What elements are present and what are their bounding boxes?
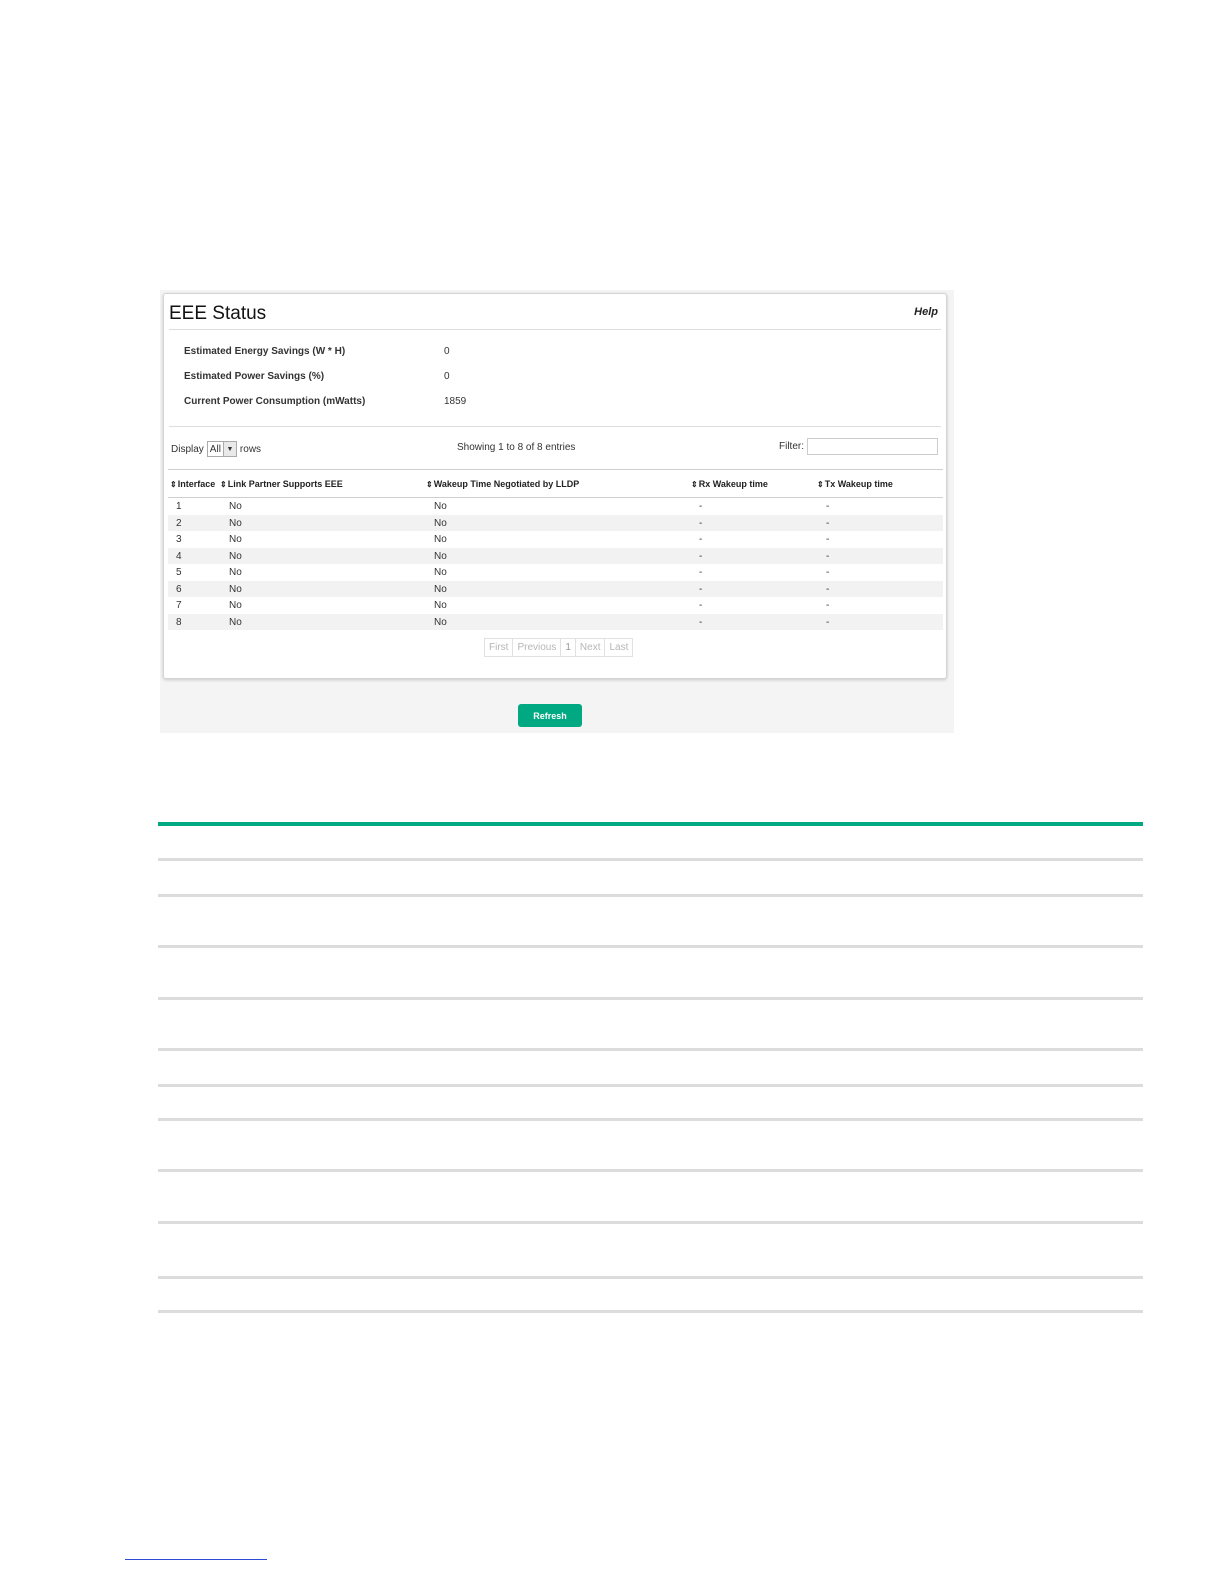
stat-value: 0 <box>444 346 450 357</box>
stat-value: 0 <box>444 371 450 382</box>
pager-page-button[interactable]: 1 <box>561 639 576 656</box>
column-header-rx-wakeup[interactable]: ⇕Rx Wakeup time <box>691 479 768 489</box>
table-row <box>168 548 943 565</box>
cell-interface: 2 <box>176 517 182 529</box>
stats-divider <box>169 426 941 427</box>
cell-interface: 5 <box>176 567 182 578</box>
stat-row-power-consumption <box>184 396 584 421</box>
stat-label: Estimated Power Savings (%) <box>184 371 325 382</box>
sort-icon: ⇕ <box>426 480 433 489</box>
pager-first-button[interactable]: First <box>485 639 513 656</box>
table-rule <box>158 1221 1143 1224</box>
column-header-interface[interactable]: ⇕Interface <box>170 479 216 489</box>
cell-tx-wakeup: - <box>826 517 830 529</box>
table-top-rule <box>158 822 1143 826</box>
pagination <box>484 638 633 657</box>
page-title: EEE Status <box>169 303 267 324</box>
cell-rx-wakeup: - <box>699 534 703 545</box>
filter-input[interactable] <box>807 438 938 455</box>
pager-last-button[interactable]: Last <box>609 642 629 653</box>
display-rows-control <box>171 441 261 457</box>
cell-tx-wakeup: - <box>826 501 830 512</box>
table-row <box>168 515 943 532</box>
table-header <box>168 469 943 498</box>
table-rule <box>158 1118 1143 1121</box>
cell-tx-wakeup: - <box>826 583 830 595</box>
stat-label: Estimated Energy Savings (W * H) <box>184 346 346 357</box>
cell-rx-wakeup: - <box>699 550 703 562</box>
table-row <box>168 614 943 631</box>
eee-status-panel <box>163 293 947 679</box>
cell-interface: 8 <box>176 616 182 628</box>
cell-rx-wakeup: - <box>699 517 703 529</box>
table-row <box>168 498 943 515</box>
cell-wakeup-lldp: No <box>434 567 447 578</box>
cell-interface: 4 <box>176 550 182 562</box>
cell-link-partner: No <box>229 534 242 545</box>
cell-link-partner: No <box>229 616 242 628</box>
cell-wakeup-lldp: No <box>434 517 447 529</box>
column-header-tx-wakeup[interactable]: ⇕Tx Wakeup time <box>817 479 893 489</box>
cell-tx-wakeup: - <box>826 534 830 545</box>
cell-wakeup-lldp: No <box>434 550 447 562</box>
table-rule <box>158 1276 1143 1279</box>
cell-link-partner: No <box>229 550 242 562</box>
table-rule <box>158 1084 1143 1087</box>
stats-list <box>184 346 584 421</box>
cell-link-partner: No <box>229 517 242 529</box>
stat-row-energy-savings <box>184 346 584 371</box>
cell-wakeup-lldp: No <box>434 534 447 545</box>
cell-link-partner: No <box>229 501 242 512</box>
pager-next-button[interactable]: Next <box>576 639 606 656</box>
table-rule <box>158 997 1143 1000</box>
filter-control <box>779 438 938 455</box>
table-rule <box>158 894 1143 897</box>
footer-link-underline[interactable] <box>125 1559 267 1560</box>
cell-wakeup-lldp: No <box>434 600 447 611</box>
pager-previous-button[interactable]: Previous <box>513 639 561 656</box>
title-divider <box>169 329 941 330</box>
filter-label: Filter: <box>779 441 804 452</box>
cell-wakeup-lldp: No <box>434 616 447 628</box>
table-row <box>168 597 943 614</box>
rows-select-value: All <box>209 443 221 455</box>
cell-link-partner: No <box>229 583 242 595</box>
cell-wakeup-lldp: No <box>434 501 447 512</box>
help-link[interactable]: Help <box>914 306 938 318</box>
cell-rx-wakeup: - <box>699 600 703 611</box>
column-header-wakeup-lldp[interactable]: ⇕Wakeup Time Negotiated by LLDP <box>426 479 580 489</box>
cell-rx-wakeup: - <box>699 567 703 578</box>
column-header-link-partner[interactable]: ⇕Link Partner Supports EEE <box>220 479 343 489</box>
cell-rx-wakeup: - <box>699 583 703 595</box>
table-row <box>168 531 943 548</box>
stat-label: Current Power Consumption (mWatts) <box>184 396 366 407</box>
display-label: Display <box>171 443 204 455</box>
refresh-button[interactable]: Refresh <box>518 704 582 727</box>
cell-tx-wakeup: - <box>826 616 830 628</box>
cell-link-partner: No <box>229 567 242 578</box>
screenshot-frame <box>160 290 954 733</box>
cell-interface: 3 <box>176 534 182 545</box>
cell-interface: 1 <box>176 501 182 512</box>
cell-wakeup-lldp: No <box>434 583 447 595</box>
stat-value: 1859 <box>444 396 467 407</box>
table-row <box>168 581 943 598</box>
rows-label: rows <box>239 443 262 455</box>
chevron-down-icon: ▼ <box>223 442 236 456</box>
table-rule <box>158 1169 1143 1172</box>
table-rule <box>158 945 1143 948</box>
stat-row-power-savings <box>184 371 584 396</box>
table-rule <box>158 1310 1143 1313</box>
sort-icon: ⇕ <box>817 480 824 489</box>
rows-select[interactable] <box>207 441 237 457</box>
cell-interface: 6 <box>176 583 182 595</box>
cell-interface: 7 <box>176 600 182 611</box>
table-rule <box>158 858 1143 861</box>
eee-status-table <box>168 469 943 630</box>
sort-icon: ⇕ <box>220 480 227 489</box>
cell-tx-wakeup: - <box>826 567 830 578</box>
table-row <box>168 564 943 581</box>
showing-entries-text: Showing 1 to 8 of 8 entries <box>457 442 576 453</box>
table-rule <box>158 1048 1143 1051</box>
sort-icon: ⇕ <box>691 480 698 489</box>
cell-rx-wakeup: - <box>699 616 703 628</box>
cell-tx-wakeup: - <box>826 550 830 562</box>
cell-rx-wakeup: - <box>699 501 703 512</box>
sort-icon: ⇕ <box>170 480 177 489</box>
cell-tx-wakeup: - <box>826 600 830 611</box>
cell-link-partner: No <box>229 600 242 611</box>
